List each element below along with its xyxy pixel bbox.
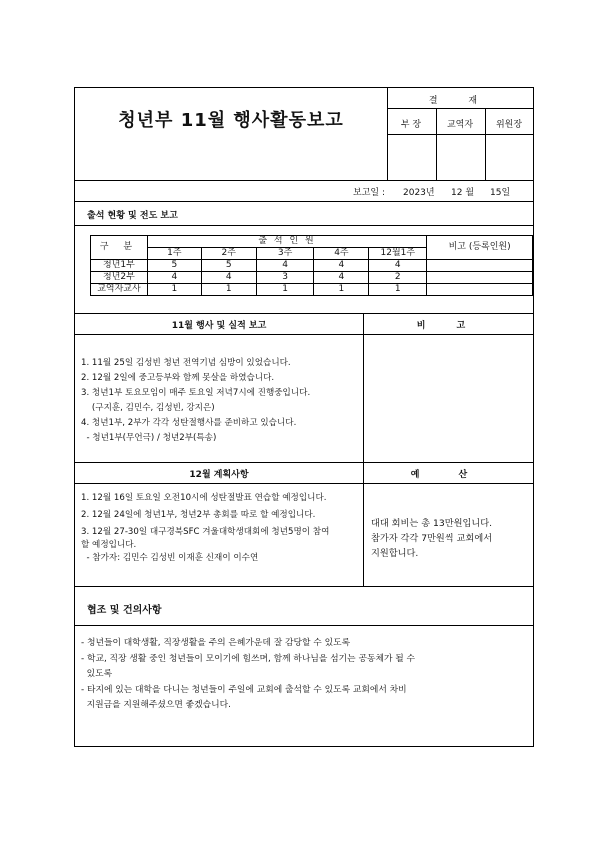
list-item: 2. 12월 2일에 중고등부와 함께 못살을 하였습니다. bbox=[81, 373, 275, 383]
approval-role: 교역자 bbox=[446, 120, 474, 130]
cell: 4 bbox=[201, 272, 256, 284]
table-row bbox=[91, 284, 533, 296]
list-item: 지원금을 지원해주셨으면 좋겠습니다. bbox=[81, 700, 231, 710]
row-label: 청년1부 bbox=[91, 260, 148, 272]
list-item: - 타지에 있는 대학을 다니는 청년들이 주일에 교회에 출석할 수 있도록 교회에서 차비 bbox=[81, 684, 407, 695]
col-group-header: 구 분 bbox=[91, 236, 148, 260]
list-item: 2. 12월 24일에 청년1부, 청년2부 총회를 따로 할 예정입니다. bbox=[81, 510, 316, 520]
note-header: 비고 (등록인원) bbox=[427, 236, 533, 260]
list-item: 4. 청년1부, 2부가 각각 성탄절행사를 준비하고 있습니다. bbox=[81, 418, 297, 428]
list-item: 1. 11월 25일 김성빈 청년 전역기념 심방이 있었습니다. bbox=[81, 358, 291, 368]
week-header: 3주 bbox=[256, 248, 314, 260]
list-item: (구지훈, 김민수, 김성빈, 강지은) bbox=[81, 403, 215, 413]
week-header: 2주 bbox=[201, 248, 256, 260]
note-cell bbox=[427, 260, 533, 272]
list-item: 할 예정입니다. bbox=[81, 540, 137, 550]
report-date-year: 2023년 bbox=[403, 188, 435, 198]
list-item: - 참가자: 김민수 김성빈 이재훈 신재이 이수연 bbox=[81, 553, 259, 563]
report-date-day: 15일 bbox=[490, 188, 511, 198]
cell: 4 bbox=[314, 260, 369, 272]
cell: 4 bbox=[256, 260, 314, 272]
approval-header: 결 재 bbox=[428, 96, 492, 106]
approval-role: 위원장 bbox=[495, 120, 523, 130]
section-plan-title: 12월 계획사항 bbox=[189, 470, 249, 480]
cell: 1 bbox=[147, 284, 201, 296]
cell: 5 bbox=[147, 260, 201, 272]
week-header: 1주 bbox=[147, 248, 201, 260]
list-item: 있도록 bbox=[81, 669, 113, 679]
cell: 2 bbox=[369, 272, 427, 284]
budget-line: 지원합니다. bbox=[371, 548, 419, 559]
report-document bbox=[74, 87, 534, 747]
cell: 4 bbox=[369, 260, 427, 272]
section-events-title: 11월 행사 및 실적 보고 bbox=[171, 321, 267, 331]
week-header: 4주 bbox=[314, 248, 369, 260]
approval-role: 부 장 bbox=[400, 120, 422, 130]
note-cell bbox=[427, 272, 533, 284]
row-label: 청년2부 bbox=[91, 272, 148, 284]
cell: 1 bbox=[314, 284, 369, 296]
section-attendance-title: 출석 현황 및 전도 보고 bbox=[87, 211, 178, 221]
cell: 1 bbox=[201, 284, 256, 296]
section-coop-title: 협조 및 건의사항 bbox=[87, 605, 162, 616]
report-date-month: 12 월 bbox=[451, 188, 475, 198]
plan-list bbox=[81, 490, 329, 567]
week-header: 12월1주 bbox=[369, 248, 427, 260]
cell: 4 bbox=[314, 272, 369, 284]
list-item: - 청년들이 대학생활, 직장생활을 주의 은혜가운데 잘 감당할 수 있도록 bbox=[81, 638, 351, 648]
cell: 1 bbox=[369, 284, 427, 296]
report-date-label: 보고일 : bbox=[353, 188, 385, 198]
coop-list bbox=[81, 636, 415, 714]
events-list bbox=[81, 356, 310, 446]
section-budget-title: 예 산 bbox=[410, 470, 486, 480]
attendance-header: 출 석 인 원 bbox=[147, 236, 426, 248]
budget-line: 대대 회비는 총 13만원입니다. bbox=[371, 518, 492, 529]
cell: 4 bbox=[147, 272, 201, 284]
cell: 3 bbox=[256, 272, 314, 284]
budget-line: 참가자 각각 7만원씩 교회에서 bbox=[371, 533, 493, 544]
attendance-table bbox=[90, 235, 533, 296]
table-row bbox=[91, 272, 533, 284]
section-events-note-title: 비 고 bbox=[416, 321, 480, 331]
list-item: - 청년1부(무언극) / 청년2부(특송) bbox=[81, 433, 217, 443]
table-row bbox=[91, 260, 533, 272]
list-item: 3. 청년1부 토요모임이 매주 토요일 저녁7시에 진행중입니다. bbox=[81, 388, 311, 398]
list-item: - 학교, 직장 생활 중인 청년들이 모이기에 힘쓰며, 함께 하나님을 섬기는 공동체가 될 수 bbox=[81, 653, 416, 664]
cell: 5 bbox=[201, 260, 256, 272]
attendance-header-row bbox=[91, 236, 533, 248]
budget-text bbox=[371, 516, 492, 561]
row-label: 교역자교사 bbox=[91, 284, 148, 296]
cell: 1 bbox=[256, 284, 314, 296]
list-item: 1. 12월 16일 토요일 오전10시에 성탄절발표 연습할 예정입니다. bbox=[81, 493, 327, 503]
document-title: 청년부 11월 행사활동보고 bbox=[118, 110, 344, 131]
list-item: 3. 12월 27-30일 대구경북SFC 겨울대학생대회에 청년5명이 참여 bbox=[81, 527, 330, 537]
note-cell bbox=[427, 284, 533, 296]
